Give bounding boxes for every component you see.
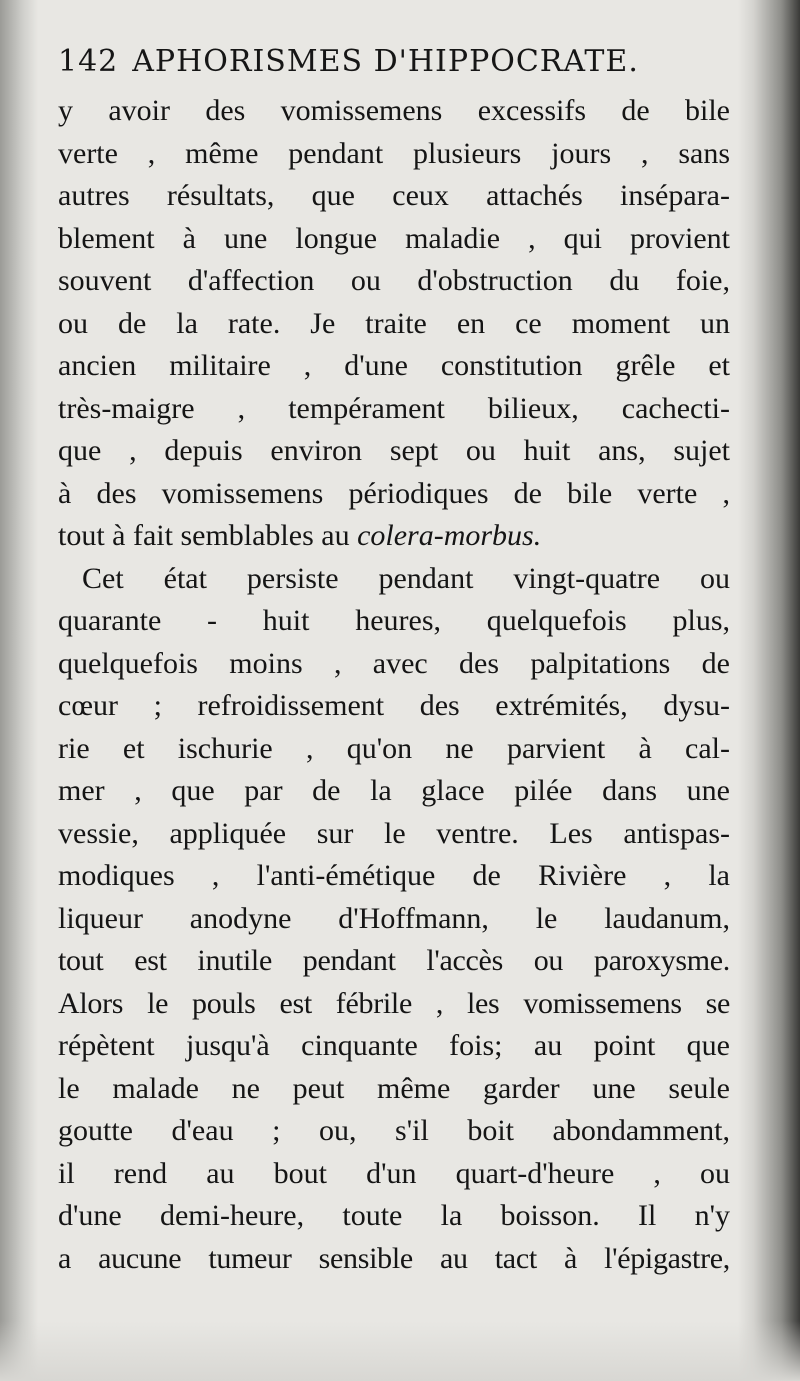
- page-gutter-shadow: [0, 0, 38, 1381]
- text-line: tout est inutile pendant l'accès ou paroxysme.: [58, 944, 730, 977]
- text-line: tout à fait semblables au: [58, 519, 350, 552]
- text-line: il rend au bout d'un quart-d'heure , ou: [58, 1156, 730, 1190]
- text-line: liqueur anodyne d'Hoffmann, le laudanum,: [58, 901, 730, 935]
- paragraph-start-line: Cet état persiste pendant vingt-quatre ou: [82, 561, 730, 595]
- text-line: verte , même pendant plusieurs jours , sans: [58, 136, 730, 170]
- text-line: cœur ; refroidissement des extrémités, dysu-: [58, 689, 730, 722]
- text-line: ancien militaire , d'une constitution grêle et: [58, 349, 730, 382]
- text-line: quarante - huit heures, quelquefois plus,: [58, 604, 730, 637]
- text-line: très-maigre , tempérament bilieux, cachecti-: [58, 391, 730, 425]
- running-head: [58, 44, 748, 79]
- text-line: goutte d'eau ; ou, s'il boit abondamment,: [58, 1114, 730, 1147]
- running-title: APHORISMES D'HIPPOCRATE.: [132, 44, 639, 79]
- text-line: souvent d'affection ou d'obstruction du foie,: [58, 264, 730, 297]
- text-line: modiques , l'anti-émétique de Rivière , la: [58, 859, 730, 892]
- text-line: d'une demi-heure, toute la boisson. Il n'y: [58, 1199, 730, 1232]
- text-line: blement à une longue maladie , qui provient: [58, 221, 730, 255]
- text-line: quelquefois moins , avec des palpitations de: [58, 646, 730, 680]
- text-line: le malade ne peut même garder une seule: [58, 1071, 730, 1105]
- text-line: Alors le pouls est fébrile , les vomissemens se: [58, 986, 730, 1020]
- page-number: 142: [58, 44, 119, 79]
- text-line: mer , que par de la glace pilée dans une: [58, 774, 730, 807]
- text-line: rie et ischurie , qu'on ne parvient à cal-: [58, 731, 730, 765]
- text-line: vessie, appliquée sur le ventre. Les antispas-: [58, 816, 730, 850]
- text-line: que , depuis environ sept ou huit ans, sujet: [58, 434, 730, 467]
- text-line: ou de la rate. Je traite en ce moment un: [58, 306, 730, 340]
- text-line: autres résultats, que ceux attachés insépara-: [58, 179, 730, 212]
- text-line: répètent jusqu'à cinquante fois; au point que: [58, 1029, 730, 1062]
- text-line: y avoir des vomissemens excessifs de bile: [58, 94, 730, 127]
- page-edge-shadow: [738, 0, 800, 1381]
- body-text: [58, 90, 730, 1280]
- text-line: a aucune tumeur sensible au tact à l'épigastre,: [58, 1241, 730, 1275]
- page-bottom-shade: [0, 1321, 800, 1381]
- italic-term: colera-morbus.: [357, 519, 542, 552]
- paragraph-end-line: [58, 515, 730, 558]
- text-line: à des vomissemens périodiques de bile verte ,: [58, 476, 730, 510]
